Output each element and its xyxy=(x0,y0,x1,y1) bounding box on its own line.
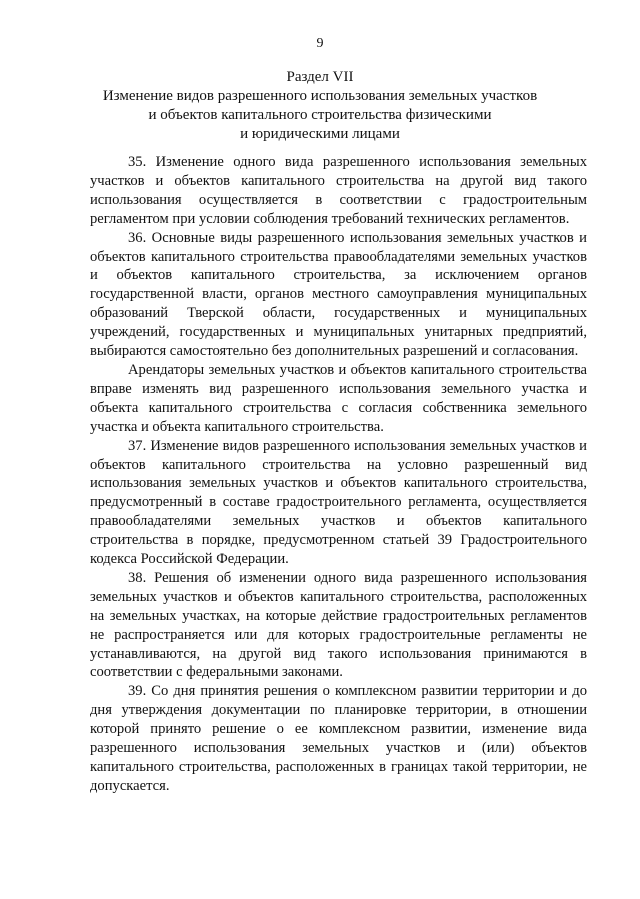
paragraph-36: 36. Основные виды разрешенного использования земельных участков и объектов капитального строительства правообладателями земельных участков и объектов капитального строительства, за исключением органов государственной власти, органов местного самоуправления муниципальных образований Тверской области, государственных и муниципальных учреждений, государственных и муниципальных унитарных предприятий, выбираются самостоятельно без дополнительных разрешений и согласования. xyxy=(90,229,587,360)
section-title: Раздел VII xyxy=(286,69,354,85)
section-subtitle-line: и юридическими лицами xyxy=(240,126,400,142)
document-body xyxy=(90,153,587,796)
page-number: 9 xyxy=(316,36,324,51)
section-subtitle-line: и объектов капитального строительства физическими xyxy=(148,107,492,123)
paragraph-37: 37. Изменение видов разрешенного использования земельных участков и объектов капитального строительства на условно разрешенный вид использования земельных участков и объектов капитального строительства, предусмотренный в составе градостроительного регламента, осуществляется правообладателями земельных участков и объектов капитального строительства в порядке, предусмотренном статьей 39 Градостроительного кодекса Российской Федерации. xyxy=(90,437,587,568)
section-subtitle-line: Изменение видов разрешенного использования земельных участков xyxy=(102,88,538,104)
section-heading xyxy=(40,68,600,144)
paragraph-35: 35. Изменение одного вида разрешенного использования земельных участков и объектов капитального строительства на другой вид такого использования осуществляется в соответствии с градостроительным регламентом при условии соблюдения требований технических регламентов. xyxy=(90,154,587,227)
paragraph-39: 39. Со дня принятия решения о комплексном развитии территории и до дня утверждения документации по планировке территории, в отношении которой принято решение о ее комплексном развитии, изменение вида разрешенного использования земельных участков и (или) объектов капитального строительства, расположенных в границах такой территории, не допускается. xyxy=(90,683,587,794)
paragraph-36-tenants: Арендаторы земельных участков и объектов капитального строительства вправе изменять вид разрешенного использования земельного участка и объекта капитального строительства с согласия собственника земельного участка и объекта капитального строительства. xyxy=(90,361,587,435)
paragraph-38: 38. Решения об изменении одного вида разрешенного использования земельных участков и объектов капитального строительства, расположенных на земельных участках, на которые действие градостроительных регламентов не распространяется или для которых градостроительные регламенты не устанавливаются, на другой вид такого использования принимаются в соответствии с федеральными законами. xyxy=(90,569,587,681)
